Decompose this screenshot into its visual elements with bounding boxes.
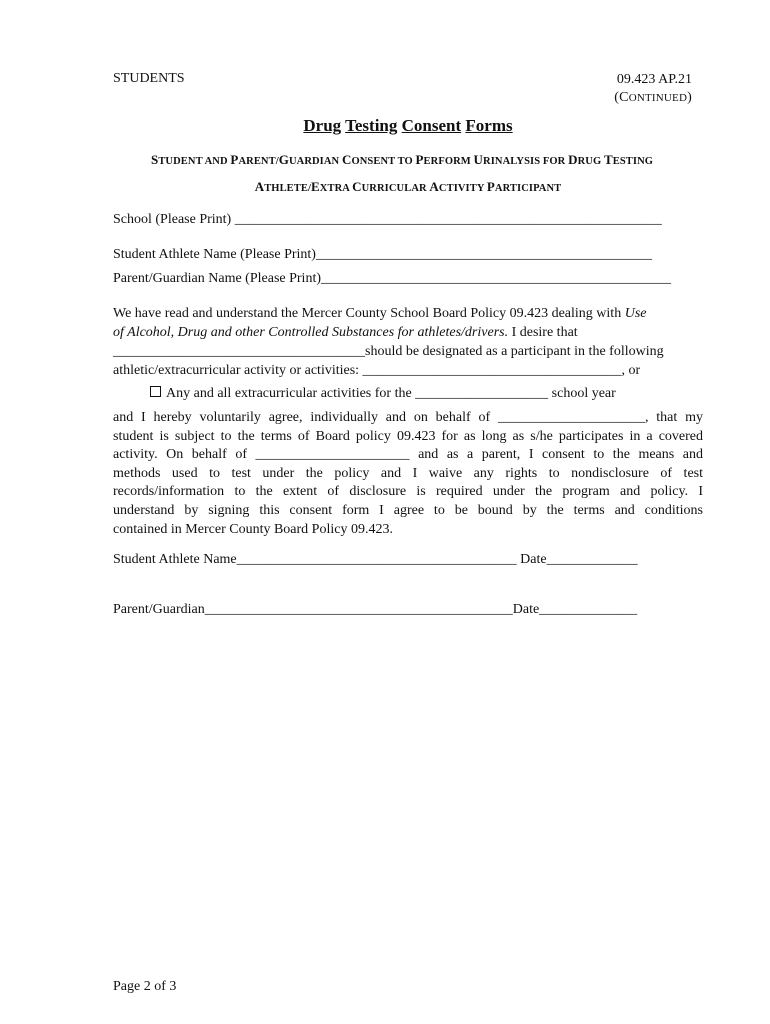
policy-code: 09.423 AP.21 [616, 72, 692, 87]
activities-blank[interactable]: athletic/extracurricular activity or activities: _____________________________________, or [113, 363, 641, 378]
policy-code-block [614, 71, 692, 107]
paragraph-line: understand by signing this consent form I agree to be bound by the terms and conditions [113, 502, 703, 518]
title-word: Drug [303, 116, 342, 135]
page-number: Page 2 of 3 [113, 979, 177, 994]
paragraph-line: We have read and understand the Mercer County School Board Policy 09.423 dealing with Use [113, 306, 647, 321]
paragraph-line: records/information to the extent of disclosure is required under the program and policy. I [113, 484, 703, 500]
student-signature-line[interactable]: Student Athlete Name________________________________________ Date_____________ [113, 552, 638, 567]
policy-acknowledgement-paragraph [113, 304, 703, 380]
paragraph-line: contained in Mercer County Board Policy 09.423. [113, 521, 393, 537]
parent-guardian-name-field[interactable]: Parent/Guardian Name (Please Print)__________________________________________________ [113, 271, 671, 286]
checkbox-icon[interactable] [150, 386, 161, 397]
form-title [0, 116, 770, 136]
participant-name-blank[interactable]: ____________________________________should be designated as a participant in the following [113, 344, 664, 359]
title-word: Consent [401, 116, 462, 135]
continued-label: (CONTINUED) [614, 90, 692, 105]
parent-signature-line[interactable]: Parent/Guardian____________________________________________Date______________ [113, 602, 638, 617]
all-activities-option[interactable] [150, 386, 616, 402]
school-name-field[interactable]: School (Please Print) _____________________________________________________________ [113, 212, 662, 227]
title-word: Forms [465, 116, 513, 135]
section-label: STUDENTS [113, 71, 185, 86]
title-word: Testing [345, 116, 398, 135]
paragraph-line: methods used to test under the policy and I waive any rights to nondisclosure of test [113, 465, 703, 481]
paragraph-line: and I hereby voluntarily agree, individually and on behalf of _____________________, that my [113, 410, 703, 425]
paragraph-line: activity. On behalf of ______________________ and as a parent, I consent to the means and [113, 447, 703, 463]
paragraph-line: student is subject to the terms of Board policy 09.423 for as long as s/he participates in a covered [113, 428, 703, 444]
subtitle-consent: STUDENT AND PARENT/GUARDIAN CONSENT TO PERFORM URINALYSIS FOR DRUG TESTING [150, 152, 654, 167]
student-athlete-name-field[interactable]: Student Athlete Name (Please Print)________________________________________________ [113, 247, 652, 262]
consent-paragraph [113, 409, 703, 539]
subtitle-participant: ATHLETE/EXTRA CURRICULAR ACTIVITY PARTICIPANT [254, 179, 562, 194]
paragraph-line: of Alcohol, Drug and other Controlled Substances for athletes/drivers. I desire that [113, 325, 578, 340]
all-activities-label: Any and all extracurricular activities for the ___________________ school year [166, 386, 616, 401]
